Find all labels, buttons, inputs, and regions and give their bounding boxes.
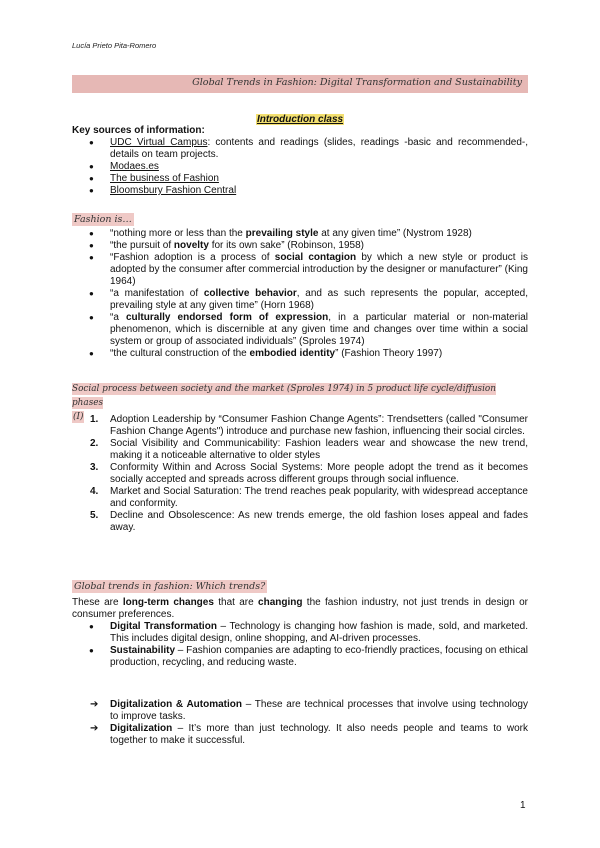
list-item: ● Digital Transformation – Technology is changing how fashion is made, sold, and marketed. This includes digital design, online shopping, and AI-driven processes. — [72, 621, 528, 645]
source-description: : contents and readings (slides, readings -basic and recommended-, details on team projects. — [110, 137, 529, 160]
global-trends-section — [72, 597, 528, 669]
arrow-icon: ➔ — [90, 723, 99, 734]
list-item: ➔ Digitalization & Automation – These are technical processes that involve using technology to improve tasks. — [90, 699, 528, 722]
global-trends-list — [72, 621, 528, 669]
intro-heading: Introduction class — [256, 114, 344, 125]
social-process-heading-line2: (I) — [73, 412, 84, 422]
list-item: ➔ Digitalization – It’s more than just technology. It also needs people and teams to work together to make it successful. — [90, 723, 528, 746]
list-item — [72, 161, 528, 173]
list-item: 1. Adoption Leadership by “Consumer Fashion Change Agents”: Trendsetters (called "Consumer Fashion Change Agents") introduce and purchase new fashion, influencing their social circles. — [90, 414, 528, 437]
social-process-heading-line1: Social process between society and the market (Sproles 1974) in 5 product life cycle/diffusion phases — [72, 384, 496, 408]
fashion-is-section — [72, 228, 528, 360]
list-item: 2. Social Visibility and Communicability: Fashion leaders wear and showcase the new trend, making it a noticeable alternative to older styles — [90, 438, 528, 461]
author-name: Lucía Prieto Pita-Romero — [72, 41, 157, 50]
list-item: ● “nothing more or less than the prevailing style at any given time” (Nystrom 1928) — [72, 228, 528, 240]
list-item: 5. Decline and Obsolescence: As new trends emerge, the old fashion loses appeal and fades away. — [90, 510, 528, 533]
source-link-bof[interactable]: The business of Fashion — [110, 173, 219, 184]
title-banner — [72, 75, 528, 93]
fashion-is-heading: Fashion is… — [74, 214, 132, 225]
key-sources-heading: Key sources of information: — [72, 125, 205, 136]
list-item: ● “Fashion adoption is a process of social contagion by which a new style or product is adopted by the consumer after commercial introduction by the designer or manufacturer” (King 1964) — [72, 252, 528, 288]
global-trends-intro: These are long-term changes that are changing the fashion industry, not just trends in design or consumer preferences. — [72, 597, 528, 620]
list-item: 4. Market and Social Saturation: The trend reaches peak popularity, with widespread acceptance and conformity. — [90, 486, 528, 509]
list-item: ● “a culturally endorsed form of expression, in a particular material or non-material phenomenon, which is discernible at any given time and changes over time within a social system or group of associated individuals” (Sproles 1974) — [72, 312, 528, 348]
diffusion-phases-list — [72, 414, 528, 534]
list-item: ● “a manifestation of collective behavior, and as such represents the popular, accepted, prevailing style at any given time” (Horn 1968) — [72, 288, 528, 312]
key-sources-list — [72, 137, 528, 197]
global-trends-heading: Global trends in fashion: Which trends? — [74, 581, 266, 592]
document-title: Global Trends in Fashion: Digital Transformation and Sustainability — [192, 77, 522, 88]
source-link-udc[interactable]: UDC Virtual Campus — [110, 137, 208, 148]
social-process-section — [72, 414, 528, 534]
page-number: 1 — [520, 800, 526, 811]
arrow-icon: ➔ — [90, 699, 99, 710]
digitalization-list — [72, 699, 528, 747]
source-link-modaes[interactable]: Modaes.es — [110, 161, 159, 172]
list-item — [72, 185, 528, 197]
digitalization-section — [72, 699, 528, 747]
list-item: ● Sustainability – Fashion companies are adapting to eco-friendly practices, focusing on ethical production, recycling, and reducing waste. — [72, 645, 528, 669]
key-sources-section — [72, 125, 528, 197]
fashion-definitions-list — [72, 228, 528, 360]
list-item: ● “the pursuit of novelty for its own sake” (Robinson, 1958) — [72, 240, 528, 252]
list-item: ● “the cultural construction of the embodied identity” (Fashion Theory 1997) — [72, 348, 528, 360]
source-link-bloomsbury[interactable]: Bloomsbury Fashion Central — [110, 185, 237, 196]
list-item — [72, 173, 528, 185]
list-item — [72, 137, 528, 161]
list-item: 3. Conformity Within and Across Social Systems: More people adopt the trend as it becomes socially accepted and spreads across different groups through social influence. — [90, 462, 528, 485]
